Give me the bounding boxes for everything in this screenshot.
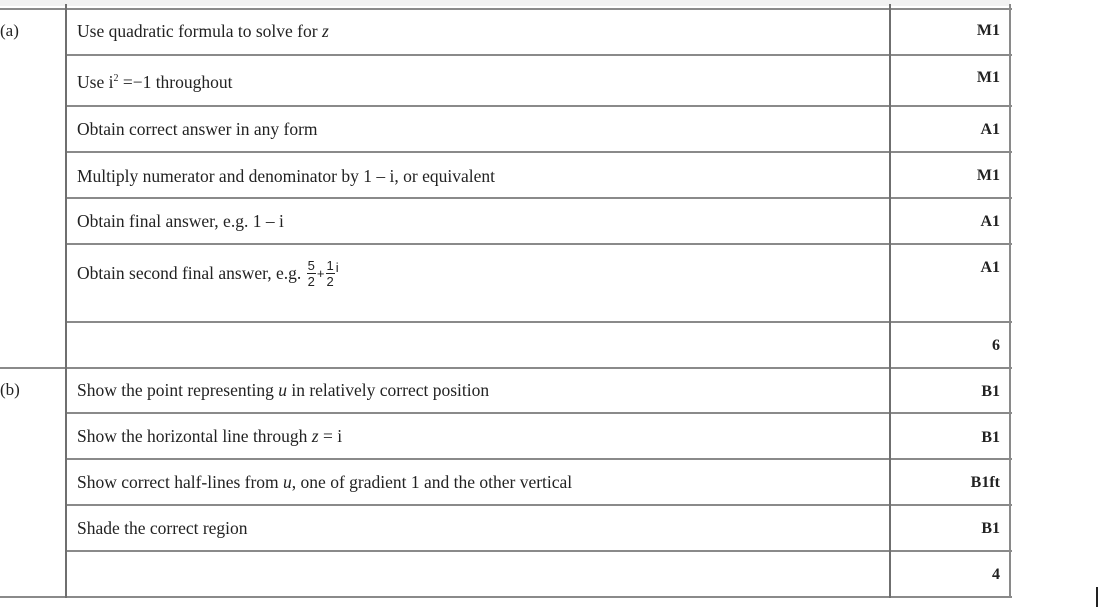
criterion-text: =−1 throughout [118,72,233,92]
numerator: 5 [307,258,315,273]
fraction-five-halves [307,258,316,289]
mark-a4: M1 [976,167,1000,184]
mark-b4: B1 [981,520,1000,537]
section-divider [0,367,1012,369]
variable-z: z [321,21,329,41]
denominator: 2 [307,274,315,289]
criterion-b3 [77,472,572,493]
mark-b3: B1ft [970,474,1000,491]
criterion-a5: Obtain final answer, e.g. 1 – i [77,211,284,231]
plus-sign: + [316,266,325,281]
part-label-a: (a) [0,21,19,40]
row-divider [66,458,1012,460]
column-divider-part [65,4,67,598]
mark-a6: A1 [980,259,1000,276]
part-label-b: (b) [0,380,20,399]
row-divider [66,321,1012,323]
criterion-a3: Obtain correct answer in any form [77,119,318,139]
criterion-a4: Multiply numerator and denominator by 1 – i, or equivalent [77,166,495,186]
mark-a3: A1 [980,121,1000,138]
table-bottom-border [0,596,1012,598]
criterion-a6 [77,258,339,289]
criterion-a1 [77,21,329,42]
row-divider [0,8,1012,10]
criterion-b2 [77,426,342,447]
row-divider [66,243,1012,245]
top-edge-shade [0,0,1010,6]
imaginary-unit: i [335,260,339,275]
row-divider [66,412,1012,414]
row-divider [66,550,1012,552]
numerator: 1 [326,258,334,273]
mark-b2: B1 [981,429,1000,446]
total-a: 6 [992,337,1000,354]
criterion-text: Show correct half-lines from [77,472,284,492]
row-divider [66,54,1012,56]
mark-b1: B1 [981,383,1000,400]
fraction-one-half [326,258,335,289]
row-divider [66,151,1012,153]
text-cursor [1096,587,1098,607]
row-divider [66,197,1012,199]
row-divider [66,105,1012,107]
criterion-text: , one of gradient 1 and the other vertical [291,472,573,492]
total-b: 4 [992,566,1000,583]
mark-a1: M1 [976,22,1000,39]
criterion-b1 [77,380,489,401]
variable-z: z [311,426,319,446]
mark-a2: M1 [976,69,1000,86]
denominator: 2 [326,274,334,289]
superscript: 2 [113,73,119,85]
criterion-b4: Shade the correct region [77,518,248,538]
row-divider [66,504,1012,506]
variable-u: u [283,472,292,492]
column-divider-mark [889,4,891,598]
criterion-a2 [77,72,233,93]
criterion-text: Show the horizontal line through [77,426,312,446]
mark-a5: A1 [980,213,1000,230]
table-right-border [1009,4,1011,598]
criterion-text: in relatively correct position [286,380,490,400]
variable-u: u [278,380,287,400]
criterion-text: = i [318,426,343,446]
criterion-text: Show the point representing [77,380,279,400]
criterion-text: Use i [77,72,114,92]
criterion-text: Obtain second final answer, e.g. [77,263,306,283]
criterion-text: Use quadratic formula to solve for [77,21,322,41]
